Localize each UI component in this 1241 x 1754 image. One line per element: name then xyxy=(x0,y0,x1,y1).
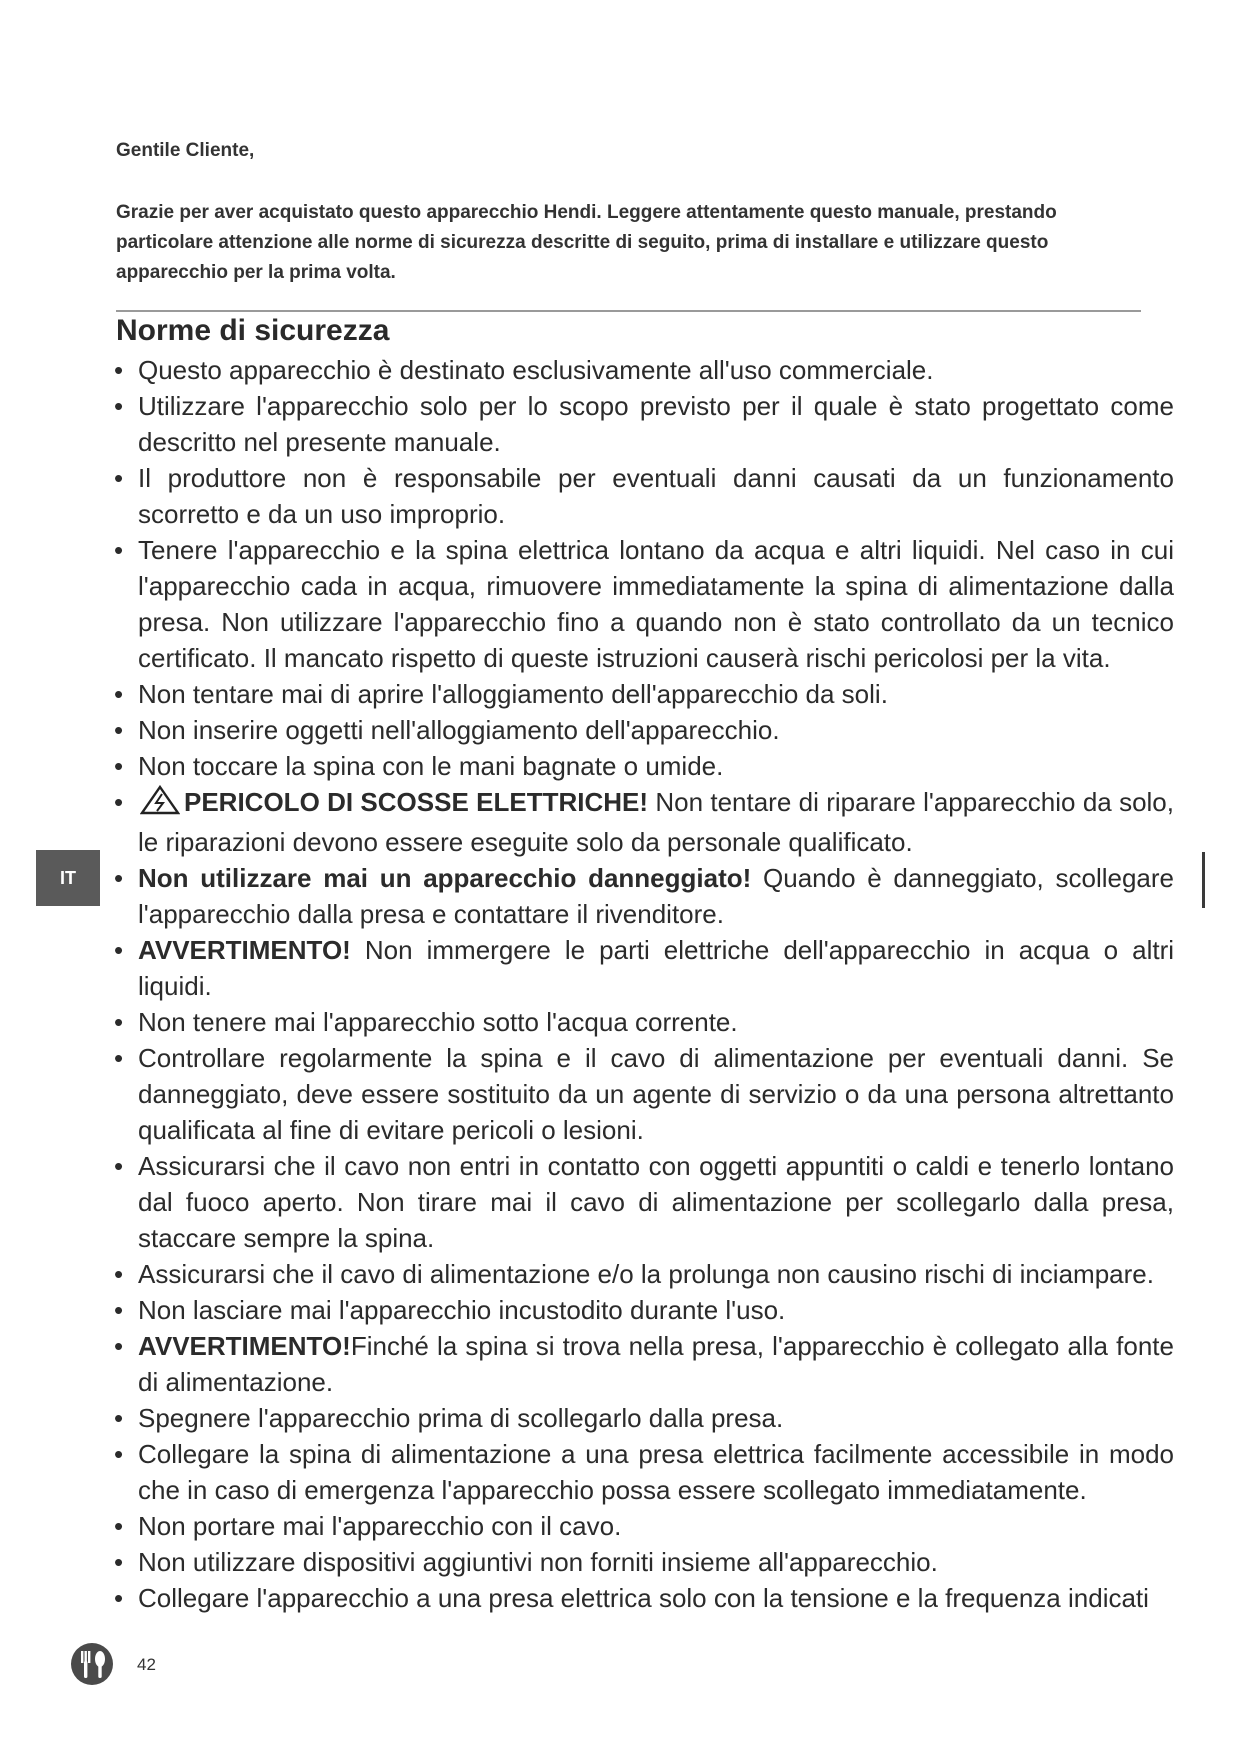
list-item: • Il produttore non è responsabile per eventuali danni causati da un funzionamento scorretto e da un uso improprio. xyxy=(114,460,1174,532)
list-item: • Non utilizzare mai un apparecchio danneggiato! Quando è danneggiato, scollegare l'apparecchio dalla presa e contattare il rivenditore. xyxy=(114,860,1174,932)
margin-marker xyxy=(1202,852,1205,908)
list-item: • Non tentare mai di aprire l'alloggiamento dell'apparecchio da soli. xyxy=(114,676,1174,712)
list-item: • Non tenere mai l'apparecchio sotto l'acqua corrente. xyxy=(114,1004,1174,1040)
list-item: • Spegnere l'apparecchio prima di scollegarlo dalla presa. xyxy=(114,1400,1174,1436)
list-item: • Collegare l'apparecchio a una presa elettrica solo con la tensione e la frequenza indicati xyxy=(114,1580,1174,1616)
list-item: • Non inserire oggetti nell'alloggiamento dell'apparecchio. xyxy=(114,712,1174,748)
greeting: Gentile Cliente, xyxy=(116,140,255,161)
list-item: • Non portare mai l'apparecchio con il cavo. xyxy=(114,1508,1174,1544)
list-item: • Tenere l'apparecchio e la spina elettrica lontano da acqua e altri liquidi. Nel caso in cui l'apparecchio cada in acqua, rimuovere immediatamente la spina di alimentazione dalla presa. Non utilizzare l'apparecchio fino a quando non è stato controllato da un tecnico certificato. Il mancato rispetto di queste istruzioni causerà rischi pericolosi per la vita. xyxy=(114,532,1174,676)
intro-paragraph: Grazie per aver acquistato questo apparecchio Hendi. Leggere attentamente questo manuale, prestando particolare attenzione alle norme di sicurezza descritte di seguito, prima di installare e utilizzare questo apparecchio per la prima volta. xyxy=(116,202,1057,283)
list-item: • PERICOLO DI SCOSSE ELETTRICHE! Non tentare di riparare l'apparecchio da solo, le riparazioni devono essere eseguite solo da personale qualificato. xyxy=(114,784,1174,860)
cutlery-logo-icon xyxy=(70,1642,114,1686)
list-item: • Assicurarsi che il cavo non entri in contatto con oggetti appuntiti o caldi e tenerlo lontano dal fuoco aperto. Non tirare mai il cavo di alimentazione per scollegarlo dalla presa, staccare sempre la spina. xyxy=(114,1148,1174,1256)
list-item: • Assicurarsi che il cavo di alimentazione e/o la prolunga non causino rischi di inciampare. xyxy=(114,1256,1174,1292)
list-item: • Controllare regolarmente la spina e il cavo di alimentazione per eventuali danni. Se danneggiato, deve essere sostituito da un agente di servizio o da una persona altrettanto qualificata al fine di evitare pericoli o lesioni. xyxy=(114,1040,1174,1148)
list-item: • Utilizzare l'apparecchio solo per lo scopo previsto per il quale è stato progettato come descritto nel presente manuale. xyxy=(114,388,1174,460)
list-item: • Questo apparecchio è destinato esclusivamente all'uso commerciale. xyxy=(114,352,1174,388)
list-item: • Non utilizzare dispositivi aggiuntivi non forniti insieme all'apparecchio. xyxy=(114,1544,1174,1580)
electric-hazard-icon xyxy=(140,785,180,824)
safety-rules-list xyxy=(114,352,1174,1616)
list-item: • Non lasciare mai l'apparecchio incustodito durante l'uso. xyxy=(114,1292,1174,1328)
list-item: • Collegare la spina di alimentazione a una presa elettrica facilmente accessibile in modo che in caso di emergenza l'apparecchio possa essere scollegato immediatamente. xyxy=(114,1436,1174,1508)
section-title: Norme di sicurezza xyxy=(116,314,390,347)
divider xyxy=(116,310,1141,312)
list-item: • Non toccare la spina con le mani bagnate o umide. xyxy=(114,748,1174,784)
list-item: • AVVERTIMENTO!Finché la spina si trova nella presa, l'apparecchio è collegato alla fonte di alimentazione. xyxy=(114,1328,1174,1400)
list-item: • AVVERTIMENTO! Non immergere le parti elettriche dell'apparecchio in acqua o altri liquidi. xyxy=(114,932,1174,1004)
language-tab: IT xyxy=(36,850,100,906)
page-number: 42 xyxy=(137,1655,156,1674)
